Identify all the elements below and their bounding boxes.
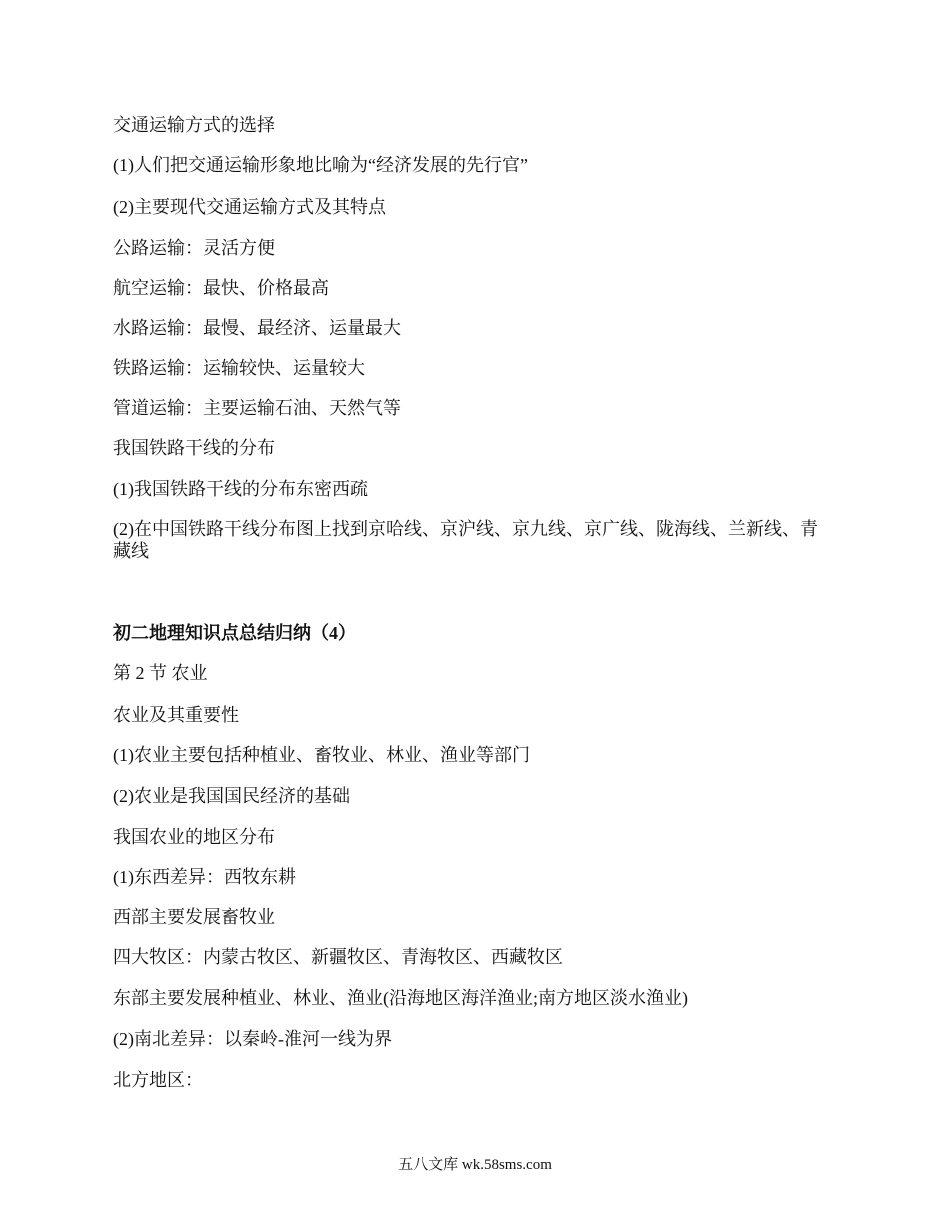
paragraph-line: 我国铁路干线的分布 (113, 438, 275, 458)
paragraph-line: (1)东西差异：西牧东耕 (113, 867, 296, 887)
paragraph-line: (1)我国铁路干线的分布东密西疏 (113, 479, 368, 499)
paragraph-line: 第 2 节 农业 (113, 663, 208, 683)
paragraph-line: 我国农业的地区分布 (113, 827, 275, 847)
paragraph-line: (1)人们把交通运输形象地比喻为“经济发展的先行官” (113, 155, 528, 175)
paragraph-line: (2)在中国铁路干线分布图上找到京哈线、京沪线、京九线、京广线、陇海线、兰新线、青藏线 (113, 519, 818, 561)
paragraph-line: 铁路运输：运输较快、运量较大 (113, 358, 365, 378)
paragraph-line: (1)农业主要包括种植业、畜牧业、林业、渔业等部门 (113, 745, 530, 765)
paragraph-line: (2)主要现代交通运输方式及其特点 (113, 197, 386, 217)
paragraph-line: 管道运输：主要运输石油、天然气等 (113, 398, 401, 418)
paragraph-line: 农业及其重要性 (113, 705, 239, 725)
paragraph-line: 西部主要发展畜牧业 (113, 907, 275, 927)
paragraph-line: (2)农业是我国国民经济的基础 (113, 786, 350, 806)
paragraph-line: 航空运输：最快、价格最高 (113, 278, 329, 298)
paragraph-line: 公路运输：灵活方便 (113, 238, 275, 258)
section-heading: 初二地理知识点总结归纳（4） (113, 623, 356, 643)
paragraph-line: 四大牧区：内蒙古牧区、新疆牧区、青海牧区、西藏牧区 (113, 947, 563, 967)
paragraph-line: (2)南北差异：以秦岭-淮河一线为界 (113, 1029, 392, 1049)
paragraph-line: 北方地区： (113, 1070, 203, 1090)
paragraph-line: 东部主要发展种植业、林业、渔业(沿海地区海洋渔业;南方地区淡水渔业) (113, 988, 688, 1008)
page-footer: 五八文库 wk.58sms.com (398, 1157, 552, 1173)
paragraph-line: 交通运输方式的选择 (113, 115, 275, 135)
paragraph-line: 水路运输：最慢、最经济、运量最大 (113, 318, 401, 338)
